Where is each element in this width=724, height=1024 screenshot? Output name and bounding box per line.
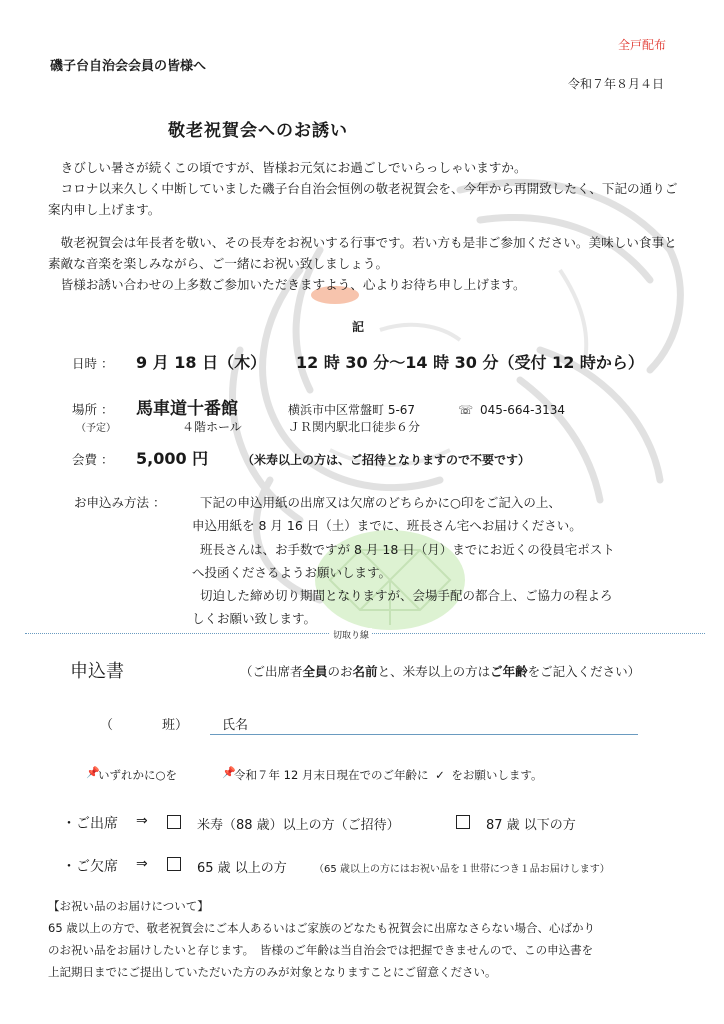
instruction-text: のお xyxy=(327,664,353,679)
gift-line: 65 歳以上の方で、敬老祝賀会にご本人あるいはご家族のどなたも祝賀会に出席なさらない場合、心ばかり xyxy=(48,921,596,935)
fee-value: 5,000 円 xyxy=(136,449,209,468)
intro-paragraph: コロナ以来久しく中断していました磯子台自治会恒例の敬老祝賀会を、今年から再開致したく、下記の通りご案内申し上げます。 xyxy=(48,181,678,217)
document-date: 令和７年８月４日 xyxy=(568,77,665,91)
venue-row xyxy=(72,394,565,419)
attend-label: ・ご出席 xyxy=(62,816,118,832)
absent-65plus-label: 65 歳 以上の方 xyxy=(197,861,287,876)
venue-label: 場所 ： xyxy=(72,402,114,417)
arrow-icon: ⇒ xyxy=(136,856,148,872)
apply-line: 切迫した締め切り期間となりますが、会場手配の都合上、ご協力の程よろ xyxy=(200,588,613,603)
intro-paragraph: きびしい暑さが続くこの頃ですが、皆様お元気にお過ごしでいらっしゃいますか。 xyxy=(48,160,527,175)
note-age-end: をお願いします。 xyxy=(451,768,543,782)
datetime-row xyxy=(72,350,644,373)
instruction-text: （ご出席者 xyxy=(240,664,303,679)
gift-line: 上記期日までにご提出していただいた方のみが対象となりますことにご留意ください。 xyxy=(48,965,497,979)
venue-floor: ４階ホール xyxy=(182,420,242,434)
instruction-emphasis: ご年齢 xyxy=(490,664,528,679)
venue-row-2 xyxy=(76,418,420,435)
absent-note: （65 歳以上の方にはお祝い品を１世帯につき１品お届けします） xyxy=(314,864,610,875)
han-field[interactable] xyxy=(112,712,162,730)
absent-label: ・ご欠席 xyxy=(62,859,118,875)
apply-line: 下記の申込用紙の出席又は欠席のどちらかに○印をご記入の上、 xyxy=(200,495,561,510)
event-date: 9 月 18 日（木） xyxy=(136,353,267,372)
instruction-emphasis: 名前 xyxy=(352,664,378,679)
pin-icon: 📌 xyxy=(86,766,100,779)
addressee: 磯子台自治会会員の皆様へ xyxy=(50,59,207,74)
instruction-emphasis: 全員 xyxy=(302,664,328,679)
arrow-icon: ⇒ xyxy=(136,813,148,829)
check-icon: ✓ xyxy=(435,768,445,782)
intro-paragraph: 皆様お誘い合わせの上多数ご参加いただきますよう、心よりお待ち申し上げます。 xyxy=(48,277,526,292)
intro-paragraph: 敬老祝賀会は年長者を敬い、その長寿をお祝いする行事です。若い方も是非ご参加ください。美味しい食事と素敵な音楽を楽しみながら、ご一緒にお祝い致しましょう。 xyxy=(48,235,677,271)
distribution-tag: 全戸配布 xyxy=(618,38,667,52)
apply-line: 班長さんは、お手数ですが 8 月 18 日（月）までにお近くの役員宅ポスト xyxy=(200,542,615,557)
apply-label: お申込み方法 ： xyxy=(74,495,166,510)
venue-name: 馬車道十番館 xyxy=(136,399,238,419)
han-close: 班） xyxy=(162,718,189,733)
event-time: 12 時 30 分～14 時 30 分（受付 12 時から） xyxy=(296,353,644,372)
name-underline xyxy=(210,734,638,735)
han-open: （ xyxy=(100,718,114,733)
venue-address: 横浜市中区常盤町 5-67 xyxy=(288,403,416,417)
note-select-one: いずれかに○を xyxy=(98,768,178,782)
attend-88plus-checkbox[interactable] xyxy=(167,815,181,829)
venue-note: （予定） xyxy=(76,423,116,434)
fee-row xyxy=(72,446,530,469)
name-field[interactable] xyxy=(256,710,636,732)
gift-heading: 【お祝い品のお届けについて】 xyxy=(48,899,209,913)
instruction-text: と、米寿以上の方は xyxy=(377,664,491,679)
apply-line: へ投函くださるようお願いします。 xyxy=(192,565,392,580)
attend-87under-checkbox[interactable] xyxy=(456,815,470,829)
venue-access: ＪＲ関内駅北口徒歩６分 xyxy=(288,420,421,434)
page-title: 敬老祝賀会へのお誘い xyxy=(168,121,348,141)
fee-label: 会費 ： xyxy=(72,452,114,467)
absent-65plus-checkbox[interactable] xyxy=(167,857,181,871)
attend-87under-label: 87 歳 以下の方 xyxy=(486,818,576,833)
apply-line: 申込用紙を 8 月 16 日（土）までに、班長さん宅へお届けください。 xyxy=(192,518,582,533)
note-age xyxy=(234,767,543,783)
apply-line: しくお願い致します。 xyxy=(192,611,317,626)
phone-icon: ☏ xyxy=(458,403,474,417)
venue-phone: 045-664-3134 xyxy=(480,403,566,417)
attend-88plus-label: 米寿（88 歳）以上の方（ご招待） xyxy=(197,818,400,833)
form-instruction xyxy=(240,662,640,680)
note-age-text: 令和７年 12 月末日現在でのご年齢に xyxy=(234,768,429,782)
pin-icon: 📌 xyxy=(222,766,236,779)
gift-line: のお祝い品をお届けしたいと存じます。 皆様のご年齢は当自治会では把握できませんので、この申込書を xyxy=(48,943,594,957)
name-label: 氏名 xyxy=(222,718,249,733)
cut-line-label: 切取り線 xyxy=(330,628,372,641)
instruction-text: をご記入ください） xyxy=(527,664,641,679)
form-title: 申込書 xyxy=(70,661,124,682)
ki-heading: 記 xyxy=(352,320,365,334)
fee-note: （米寿以上の方は、ご招待となりますので不要です） xyxy=(242,453,531,467)
datetime-label: 日時 ： xyxy=(72,356,114,371)
